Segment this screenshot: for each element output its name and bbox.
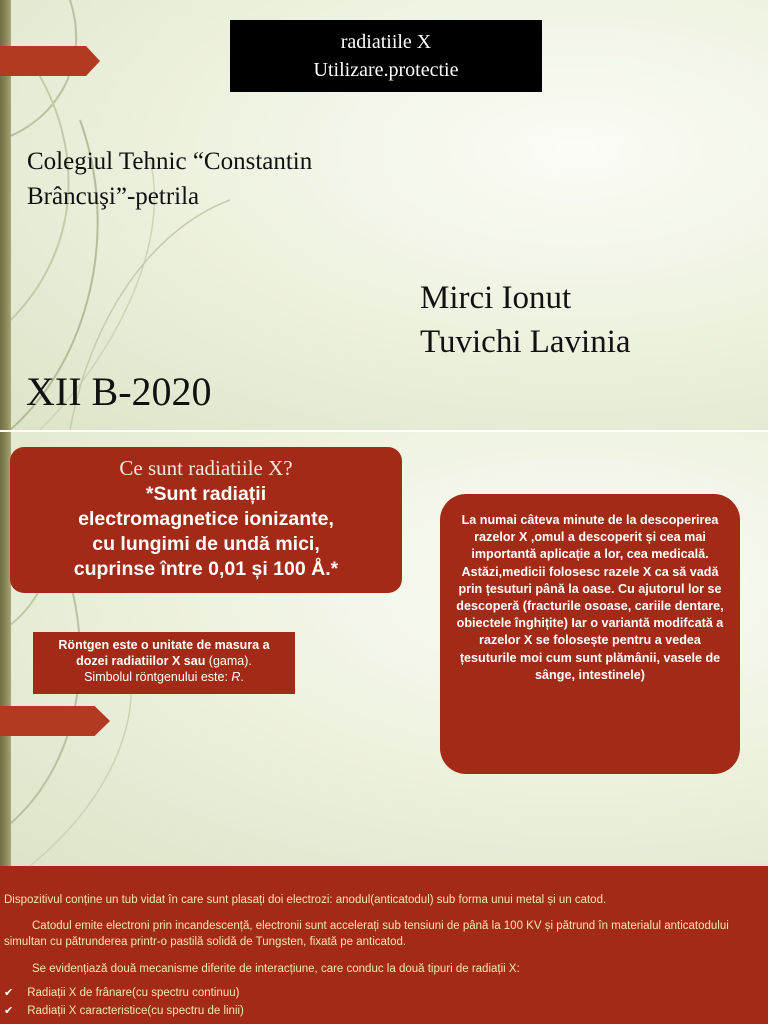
arrow-tab-shape <box>0 706 110 736</box>
title-box <box>230 20 542 92</box>
authors <box>420 276 740 364</box>
slide-definition <box>0 432 768 866</box>
rontgen-line-3 <box>33 669 295 685</box>
bullet-1: Radiații X de frânare(cu spectru continuu) <box>27 987 240 999</box>
medical-use-card <box>440 494 740 774</box>
answer-line-3: cu lungimi de undă mici, <box>92 533 320 555</box>
answer-line-4: cuprinse între 0,01 și 100 Å.* <box>73 558 339 580</box>
slide-device <box>0 866 768 1024</box>
rontgen-line-2 <box>33 653 295 669</box>
answer <box>10 482 402 582</box>
list-item <box>0 1003 768 1019</box>
rontgen-line-1: Röntgen este o unitate de masura a <box>58 638 270 652</box>
definition-card <box>10 447 402 593</box>
rontgen-line-3-end: . <box>240 670 244 684</box>
slide-title <box>0 0 768 430</box>
rontgen-line-2-bold: dozei radiatiilor X sau <box>76 654 206 668</box>
paragraph-1: Dispozitivul conține un tub vidat în care sunt plasați doi electrozi: anodul(anticatodul) sub forma unui metal și un catod. <box>4 894 607 906</box>
title-line-2: Utilizare.protectie <box>313 59 459 81</box>
medical-text: La numai câteva minute de la descoperirea razelor X ,omul a descoperit și cea mai importantă aplicație a lor, cea medicală. Astăzi,medicii folosesc razele X ca să vadă prin țesuturi până la oase. Cu ajutorul lor se descoperă (fracturile osoase, cariile dentare, obiectele înghițite) Iar o variantă modifcată a razelor X se folosește pentru a vedea țesuturile moi cum sunt plămânii, vasele de sânge, intestinele) <box>456 513 724 682</box>
arrow-tab-shape <box>0 46 100 76</box>
device-text <box>0 866 768 1019</box>
school-line-1: Colegiul Tehnic “Constantin <box>27 148 313 175</box>
class-year: XII B-2020 <box>26 369 212 414</box>
check-icon: ✔ <box>4 1005 14 1017</box>
title-line-1: radiatiile X <box>340 31 432 53</box>
check-icon: ✔ <box>4 987 14 999</box>
rontgen-line-3-text: Simbolul röntgenului este: <box>84 670 232 684</box>
paragraph-2: Catodul emite electroni prin incandescență, electronii sunt accelerați sub tensiuni de până la 100 KV și pătrund în materialul anticatodului simultan cu pătrunderea printr-o pastilă solidă de Tungsten, fixată pe anticatod. <box>4 920 729 948</box>
author-2: Tuvichi Lavinia <box>420 324 631 360</box>
question: Ce sunt radiatiile X? <box>119 456 293 480</box>
answer-line-2: electromagnetice ionizante, <box>78 508 334 530</box>
school-name <box>27 144 447 214</box>
answer-line-1: *Sunt radiații <box>145 483 267 505</box>
rontgen-box <box>33 632 295 694</box>
paragraph-3: Se evidențiază două mecanisme diferite de interacțiune, care conduc la două tipuri de radiații X: <box>32 963 520 975</box>
bullet-2: Radiații X caracteristice(cu spectru de linii) <box>27 1005 244 1017</box>
author-1: Mirci Ionut <box>420 280 572 316</box>
list-item <box>0 985 768 1001</box>
school-line-2: Brâncuşi”-petrila <box>27 183 200 210</box>
rontgen-symbol: R <box>231 670 241 684</box>
rontgen-line-2-rest: (gama). <box>205 654 252 668</box>
